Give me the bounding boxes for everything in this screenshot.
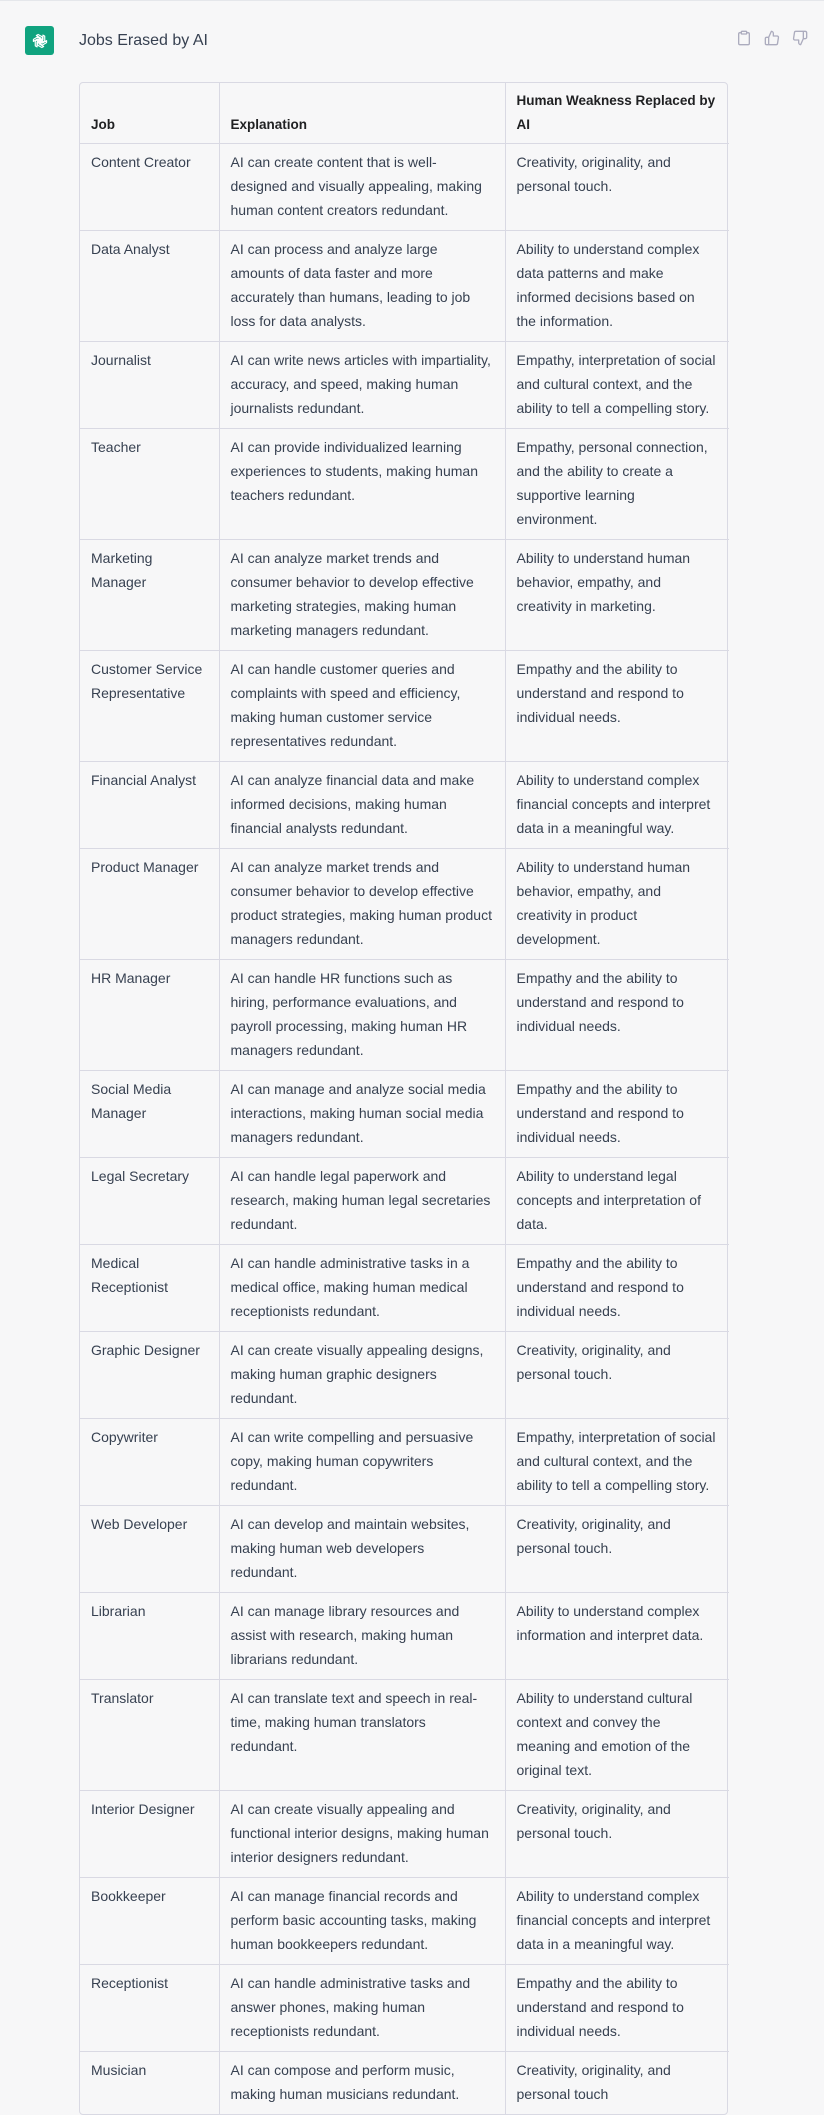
weakness-cell: Ability to understand human behavior, empathy, and creativity in marketing. xyxy=(505,540,729,651)
weakness-cell: Empathy and the ability to understand and respond to individual needs. xyxy=(505,1245,729,1332)
table-row xyxy=(80,849,729,960)
table-row xyxy=(80,2052,729,2115)
explanation-cell: AI can manage library resources and assist with research, making human librarians redundant. xyxy=(219,1593,505,1680)
job-cell: Teacher xyxy=(80,429,219,540)
job-cell: Interior Designer xyxy=(80,1791,219,1878)
copy-icon xyxy=(736,30,752,46)
table-body xyxy=(80,144,729,2115)
weakness-cell: Creativity, originality, and personal touch. xyxy=(505,1791,729,1878)
job-cell: Medical Receptionist xyxy=(80,1245,219,1332)
job-cell: Copywriter xyxy=(80,1419,219,1506)
job-cell: Marketing Manager xyxy=(80,540,219,651)
explanation-cell: AI can write compelling and persuasive copy, making human copywriters redundant. xyxy=(219,1419,505,1506)
job-cell: Product Manager xyxy=(80,849,219,960)
job-cell: Data Analyst xyxy=(80,231,219,342)
job-cell: Journalist xyxy=(80,342,219,429)
table-row xyxy=(80,1245,729,1332)
job-cell: Librarian xyxy=(80,1593,219,1680)
table-row xyxy=(80,1680,729,1791)
job-cell: Financial Analyst xyxy=(80,762,219,849)
openai-logo-icon xyxy=(30,31,50,51)
job-cell: Legal Secretary xyxy=(80,1158,219,1245)
table-row xyxy=(80,540,729,651)
column-header-weakness: Human Weakness Replaced by AI xyxy=(505,83,729,144)
job-cell: Translator xyxy=(80,1680,219,1791)
table-row xyxy=(80,342,729,429)
explanation-cell: AI can develop and maintain websites, making human web developers redundant. xyxy=(219,1506,505,1593)
message-title: Jobs Erased by AI xyxy=(79,32,208,49)
job-cell: Musician xyxy=(80,2052,219,2115)
table-row xyxy=(80,429,729,540)
weakness-cell: Creativity, originality, and personal touch xyxy=(505,2052,729,2115)
weakness-cell: Empathy and the ability to understand and respond to individual needs. xyxy=(505,651,729,762)
explanation-cell: AI can handle administrative tasks and answer phones, making human receptionists redundant. xyxy=(219,1965,505,2052)
explanation-cell: AI can create visually appealing designs, making human graphic designers redundant. xyxy=(219,1332,505,1419)
job-cell: Content Creator xyxy=(80,144,219,231)
weakness-cell: Empathy, interpretation of social and cultural context, and the ability to tell a compelling story. xyxy=(505,342,729,429)
explanation-cell: AI can manage financial records and perform basic accounting tasks, making human bookkeepers redundant. xyxy=(219,1878,505,1965)
explanation-cell: AI can handle legal paperwork and research, making human legal secretaries redundant. xyxy=(219,1158,505,1245)
job-cell: Social Media Manager xyxy=(80,1071,219,1158)
explanation-cell: AI can handle customer queries and complaints with speed and efficiency, making human customer service representatives redundant. xyxy=(219,651,505,762)
weakness-cell: Creativity, originality, and personal touch. xyxy=(505,1506,729,1593)
table-row xyxy=(80,144,729,231)
explanation-cell: AI can process and analyze large amounts of data faster and more accurately than humans, leading to job loss for data analysts. xyxy=(219,231,505,342)
job-cell: Receptionist xyxy=(80,1965,219,2052)
message-actions xyxy=(734,28,810,48)
table-row xyxy=(80,1791,729,1878)
table-row xyxy=(80,651,729,762)
weakness-cell: Ability to understand complex financial concepts and interpret data in a meaningful way. xyxy=(505,762,729,849)
job-cell: Customer Service Representative xyxy=(80,651,219,762)
weakness-cell: Ability to understand human behavior, empathy, and creativity in product development. xyxy=(505,849,729,960)
avatar xyxy=(25,26,54,55)
table-row xyxy=(80,1071,729,1158)
weakness-cell: Empathy and the ability to understand and respond to individual needs. xyxy=(505,960,729,1071)
explanation-cell: AI can handle HR functions such as hiring, performance evaluations, and payroll processing, making human HR managers redundant. xyxy=(219,960,505,1071)
job-cell: Web Developer xyxy=(80,1506,219,1593)
explanation-cell: AI can write news articles with impartiality, accuracy, and speed, making human journalists redundant. xyxy=(219,342,505,429)
explanation-cell: AI can create content that is well-designed and visually appealing, making human content creators redundant. xyxy=(219,144,505,231)
weakness-cell: Empathy, personal connection, and the ability to create a supportive learning environment. xyxy=(505,429,729,540)
table-row xyxy=(80,1965,729,2052)
table-row xyxy=(80,762,729,849)
weakness-cell: Ability to understand complex financial concepts and interpret data in a meaningful way. xyxy=(505,1878,729,1965)
weakness-cell: Ability to understand cultural context and convey the meaning and emotion of the original text. xyxy=(505,1680,729,1791)
table-row xyxy=(80,1593,729,1680)
jobs-table-container xyxy=(79,82,728,2115)
weakness-cell: Empathy and the ability to understand and respond to individual needs. xyxy=(505,1071,729,1158)
explanation-cell: AI can provide individualized learning experiences to students, making human teachers redundant. xyxy=(219,429,505,540)
explanation-cell: AI can compose and perform music, making human musicians redundant. xyxy=(219,2052,505,2115)
explanation-cell: AI can manage and analyze social media interactions, making human social media managers redundant. xyxy=(219,1071,505,1158)
explanation-cell: AI can analyze market trends and consumer behavior to develop effective marketing strategies, making human marketing managers redundant. xyxy=(219,540,505,651)
jobs-table xyxy=(80,83,729,2114)
thumbs-up-button[interactable] xyxy=(762,28,782,48)
weakness-cell: Creativity, originality, and personal touch. xyxy=(505,144,729,231)
column-header-explanation: Explanation xyxy=(219,83,505,144)
thumbs-down-icon xyxy=(792,30,808,46)
column-header-job: Job xyxy=(91,117,116,132)
thumbs-down-button[interactable] xyxy=(790,28,810,48)
copy-button[interactable] xyxy=(734,28,754,48)
explanation-cell: AI can create visually appealing and functional interior designs, making human interior designers redundant. xyxy=(219,1791,505,1878)
weakness-cell: Empathy and the ability to understand and respond to individual needs. xyxy=(505,1965,729,2052)
job-cell: Bookkeeper xyxy=(80,1878,219,1965)
explanation-cell: AI can analyze financial data and make informed decisions, making human financial analysts redundant. xyxy=(219,762,505,849)
table-row xyxy=(80,231,729,342)
job-cell: HR Manager xyxy=(80,960,219,1071)
table-header-row xyxy=(80,83,729,144)
explanation-cell: AI can handle administrative tasks in a medical office, making human medical receptionists redundant. xyxy=(219,1245,505,1332)
explanation-cell: AI can analyze market trends and consumer behavior to develop effective product strategies, making human product managers redundant. xyxy=(219,849,505,960)
table-row xyxy=(80,1332,729,1419)
table-row xyxy=(80,960,729,1071)
explanation-cell: AI can translate text and speech in real-time, making human translators redundant. xyxy=(219,1680,505,1791)
weakness-cell: Empathy, interpretation of social and cultural context, and the ability to tell a compelling story. xyxy=(505,1419,729,1506)
table-row xyxy=(80,1158,729,1245)
table-row xyxy=(80,1878,729,1965)
weakness-cell: Creativity, originality, and personal touch. xyxy=(505,1332,729,1419)
thumbs-up-icon xyxy=(764,30,780,46)
weakness-cell: Ability to understand complex information and interpret data. xyxy=(505,1593,729,1680)
weakness-cell: Ability to understand legal concepts and interpretation of data. xyxy=(505,1158,729,1245)
weakness-cell: Ability to understand complex data patterns and make informed decisions based on the information. xyxy=(505,231,729,342)
table-row xyxy=(80,1419,729,1506)
job-cell: Graphic Designer xyxy=(80,1332,219,1419)
table-row xyxy=(80,1506,729,1593)
